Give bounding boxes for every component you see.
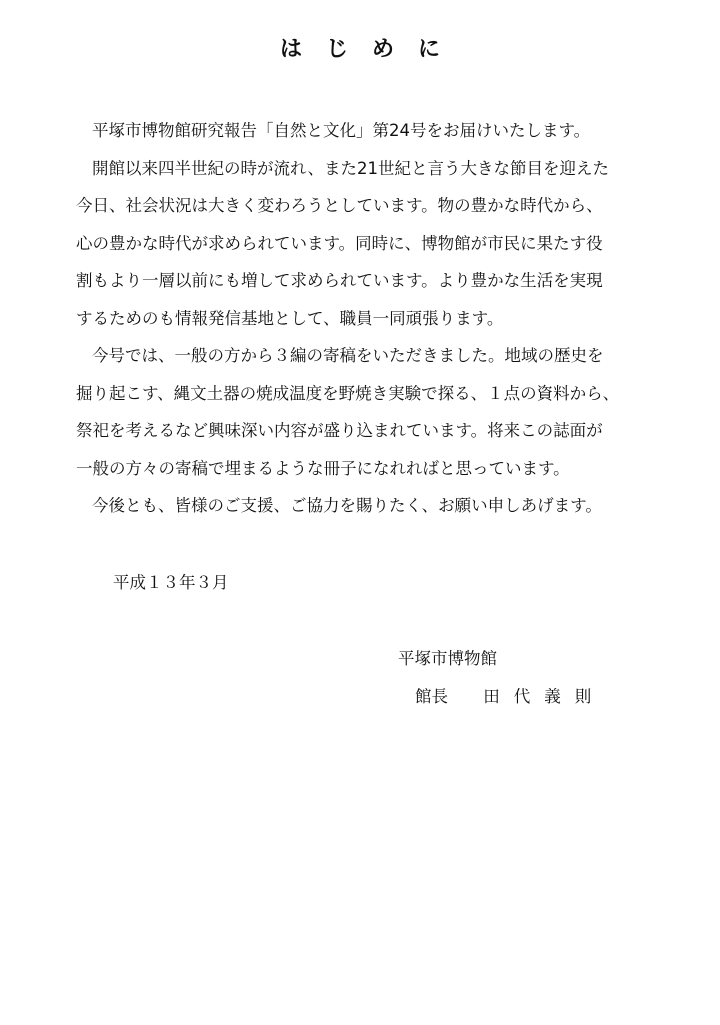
organization-name: 平塚市博物館	[398, 649, 497, 668]
date-text: 平成１３年３月	[113, 573, 229, 592]
page-title: はじめに	[279, 37, 464, 62]
paragraph-line: 平塚市博物館研究報告「自然と文化」第24号をお届けいたします。	[92, 121, 591, 140]
paragraph-line: 今号では、一般の方から３編の寄稿をいただきました。地域の歴史を	[92, 346, 604, 365]
paragraph-line: 開館以来四半世紀の時が流れ、また21世紀と言う大きな節目を迎えた	[92, 158, 609, 178]
director-name: 田代義則	[483, 687, 606, 706]
director-title: 館長	[415, 687, 448, 706]
body-text	[76, 112, 666, 525]
paragraph-line: 祭祀を考えるなど興味深い内容が盛り込まれています。将来この誌面が	[76, 421, 603, 440]
paragraph-line: 一般の方々の寄稿で埋まるような冊子になれればと思っています。	[76, 458, 570, 478]
director-signature	[415, 682, 605, 712]
paragraph-line: 今後とも、皆様のご支援、ご協力を賜りたく、お願い申しあげます。	[92, 496, 602, 515]
paragraph-line: 今日、社会状況は大きく変わろうとしています。物の豊かな時代から、	[76, 196, 603, 215]
paragraph-line: 心の豊かな時代が求められています。同時に、博物館が市民に果たす役	[76, 233, 603, 253]
paragraph-line: 掘り起こす、縄文土器の焼成温度を野焼き実験で探る、１点の資料から、	[76, 383, 620, 403]
paragraph-line: 割もより一層以前にも増して求められています。より豊かな生活を実現	[76, 271, 603, 290]
paragraph-line: するためのも情報発信基地として、職員一同頑張ります。	[76, 308, 504, 328]
